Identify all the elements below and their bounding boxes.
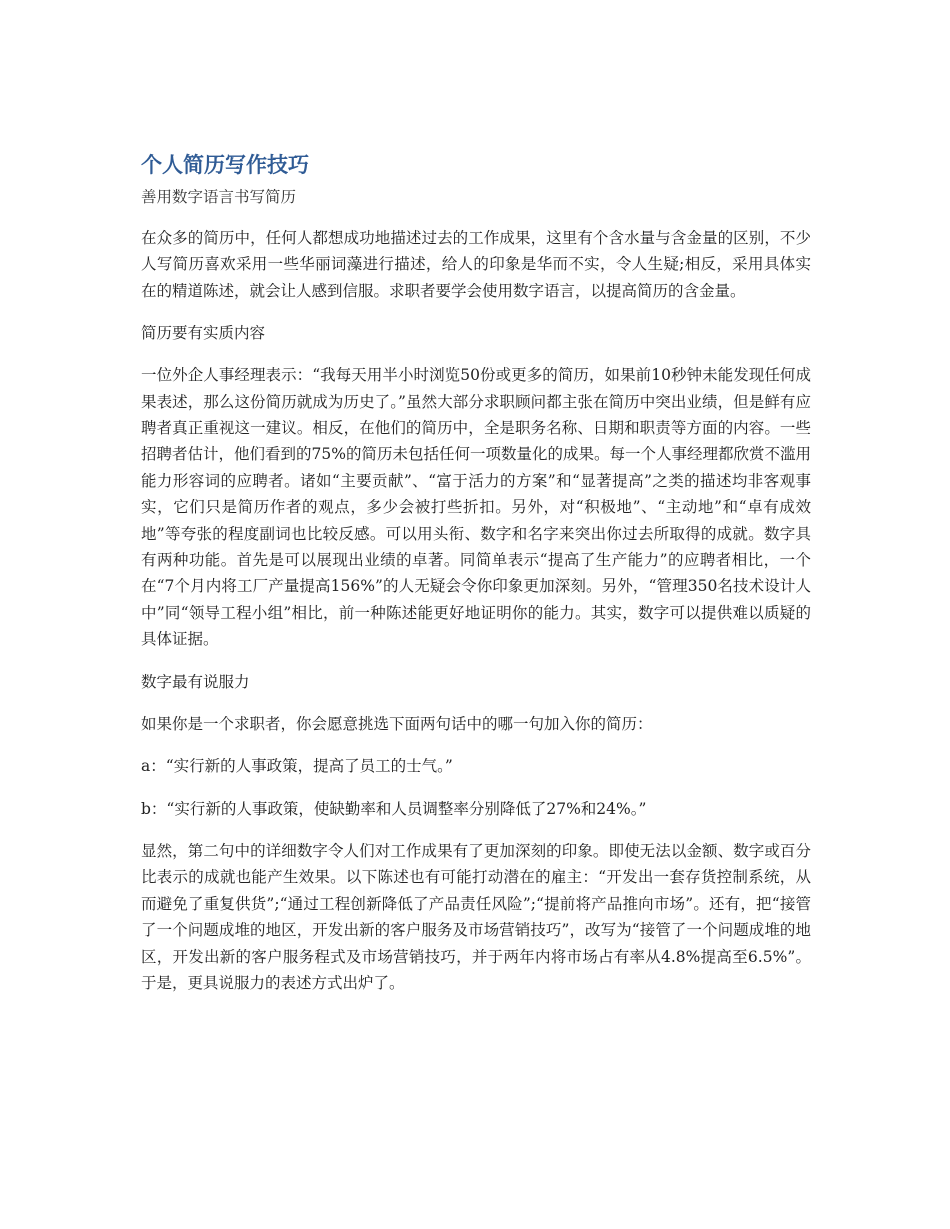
document-title: 个人简历写作技巧 — [141, 153, 309, 177]
option-b-paragraph: b：“实行新的人事政策，使缺勤率和人员调整率分别降低了27%和24%。” — [141, 799, 647, 818]
section-heading-numbers: 数字最有说服力 — [141, 672, 250, 691]
document-subtitle: 善用数字语言书写简历 — [141, 188, 297, 206]
document-page — [141, 150, 811, 1012]
content-paragraph: 一位外企人事经理表示：“我每天用半小时浏览50份或更多的简历，如果前10秒钟未能发现任何成果表述，那么这份简历就成为历史了。”虽然大部分求职顾问都主张在简历中突出业绩，但是鲜有应聘者真正重视这一建议。相反，在他们的简历中，全是职务名称、日期和职责等方面的内容。一些招聘者估计，他们看到的75%的简历未包括任何一项数量化的成果。每一个人事经理都欣赏不滥用能力形容词的应聘者。诸如“主要贡献”、“富于活力的方案”和“显著提高”之类的描述均非客观事实，它们只是简历作者的观点，多少会被打些折扣。另外，对“积极地”、“主动地”和“卓有成效地”等夸张的程度副词也比较反感。可以用头衔、数字和名字来突出你过去所取得的成就。数字具有两种功能。首先是可以展现出业绩的卓著。同简单表示“提高了生产能力”的应聘者相比，一个在“7个月内将工厂产量提高156%”的人无疑会令你印象更加深刻。另外，“管理350名技术设计人中”同“领导工程小组”相比，前一种陈述能更好地证明你的能力。其实，数字可以提供难以质疑的具体证据。 — [141, 366, 811, 649]
option-a-paragraph: a：“实行新的人事政策，提高了员工的士气。” — [141, 757, 453, 776]
intro-paragraph: 在众多的简历中，任何人都想成功地描述过去的工作成果，这里有个含水量与含金量的区别，不少人写简历喜欢采用一些华丽词藻进行描述，给人的印象是华而不实，令人生疑;相反，采用具体实在的精道陈述，就会让人感到信服。求职者要学会使用数字语言，以提高简历的含金量。 — [141, 229, 811, 300]
question-paragraph: 如果你是一个求职者，你会愿意挑选下面两句话中的哪一句加入你的简历： — [141, 714, 653, 733]
conclusion-paragraph: 显然，第二句中的详细数字令人们对工作成果有了更加深刻的印象。即使无法以金额、数字或百分比表示的成就也能产生效果。以下陈述也有可能打动潜在的雇主：“开发出一套存货控制系统，从而避免了重复供货”;“通过工程创新降低了产品责任风险”;“提前将产品推向市场”。还有，把“接管了一个问题成堆的地区，开发出新的客户服务及市场营销技巧”，改写为“接管了一个问题成堆的地区，开发出新的客户服务程式及市场营销技巧，并于两年内将市场占有率从4.8%提高至6.5%”。于是，更具说服力的表述方式出炉了。 — [141, 841, 811, 992]
section-heading-content: 简历要有实质内容 — [141, 324, 266, 343]
